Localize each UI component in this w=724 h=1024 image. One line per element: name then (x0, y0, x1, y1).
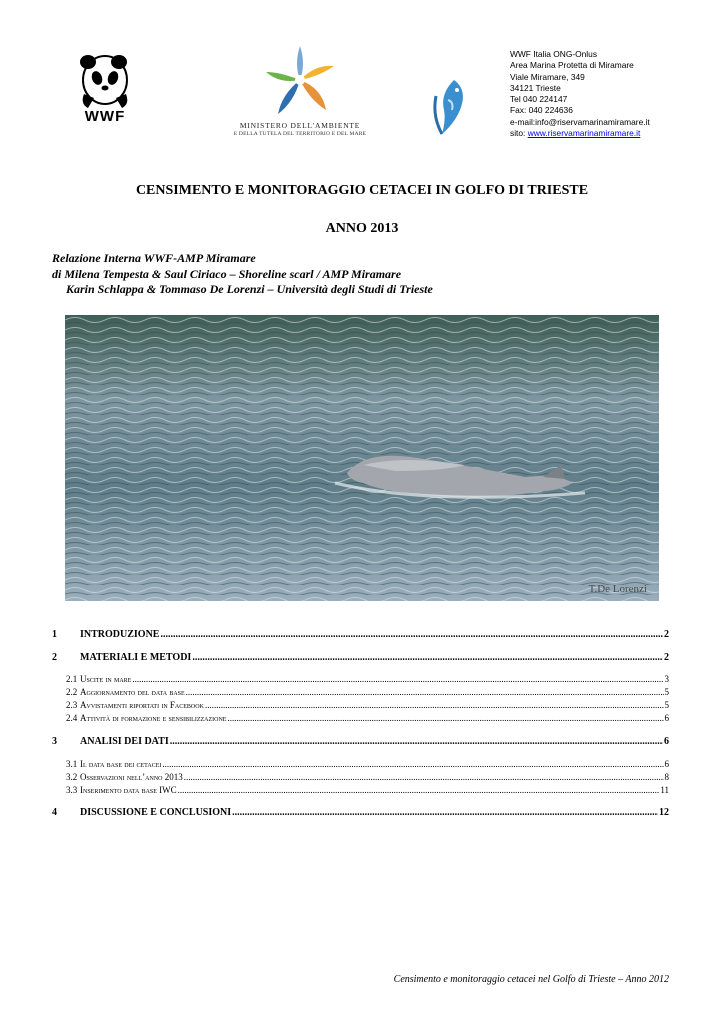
ministry-subtitle: E DELLA TUTELA DEL TERRITORIO E DEL MARE (233, 131, 367, 137)
toc-page: 2 (664, 629, 669, 640)
miramare-logo (430, 76, 470, 138)
toc-number: 3.1 (66, 759, 78, 769)
document-title: CENSIMENTO E MONITORAGGIO CETACEI IN GOLFO DI TRIESTE (135, 183, 589, 198)
fish-icon (430, 76, 470, 138)
toc-entry[interactable] (52, 772, 669, 782)
toc-title: MATERIALI E METODI (80, 652, 192, 663)
authors-block (52, 251, 433, 298)
toc-number: 3.2 (66, 772, 78, 782)
toc-leader (162, 759, 663, 769)
toc-number: 2.3 (66, 700, 78, 710)
toc-number: 3.3 (66, 785, 78, 795)
toc-entry[interactable] (52, 736, 669, 747)
contact-email: e-mail:info@riservamarinamiramare.it (510, 116, 650, 127)
toc-leader (160, 629, 663, 640)
toc-title: Inserimento data base IWC (80, 785, 177, 795)
toc-entry[interactable] (52, 807, 669, 818)
toc-title: ANALISI DEI DATI (80, 736, 169, 747)
toc-leader (178, 785, 660, 795)
toc-number: 2.1 (66, 674, 78, 684)
toc-page: 8 (664, 772, 669, 782)
toc-title: DISCUSSIONE E CONCLUSIONI (80, 807, 232, 818)
toc-leader (132, 674, 663, 684)
toc-number: 2 (52, 652, 57, 663)
toc-entry[interactable] (52, 700, 669, 710)
toc-number: 2.2 (66, 687, 78, 697)
ministry-star-icon (264, 44, 336, 118)
wwf-logo (74, 52, 136, 124)
toc-leader (184, 772, 664, 782)
toc-leader (192, 652, 663, 663)
dolphin-water-image (65, 315, 659, 601)
toc-page: 5 (664, 700, 669, 710)
toc-page: 2 (664, 652, 669, 663)
contact-line: 34121 Trieste (510, 82, 561, 93)
site-link[interactable]: www.riservamarinamiramare.it (527, 128, 641, 139)
toc-page: 12 (659, 807, 669, 818)
toc-title: Attività di formazione e sensibilizzazione (80, 713, 227, 723)
toc-entry[interactable] (52, 687, 669, 697)
toc-entry[interactable] (52, 652, 669, 663)
photo-credit: T.De Lorenzi (588, 583, 647, 595)
toc-entry[interactable] (52, 759, 669, 769)
toc-title: Osservazioni nell’anno 2013 (80, 772, 183, 782)
contact-block (510, 49, 650, 139)
toc-page: 6 (664, 759, 669, 769)
ministry-logo (226, 44, 374, 144)
toc-entry[interactable] (52, 785, 669, 795)
report-type: Relazione Interna WWF-AMP Miramare (52, 251, 256, 265)
toc-title: Uscite in mare (80, 674, 132, 684)
toc-leader (227, 713, 663, 723)
toc-title: Aggiornamento del data base (80, 687, 185, 697)
toc-number: 3 (52, 736, 57, 747)
toc-number: 2.4 (66, 713, 78, 723)
authors-line-1: di Milena Tempesta & Saul Ciriaco – Shoreline scarl / AMP Miramare (52, 266, 402, 281)
toc-title: Avvistamenti riportati in Facebook (80, 700, 204, 710)
contact-line: Area Marina Protetta di Miramare (510, 60, 634, 71)
toc-title: INTRODUZIONE (80, 629, 160, 640)
toc-leader (186, 687, 664, 697)
toc-entry[interactable] (52, 713, 669, 723)
toc-leader (170, 736, 663, 747)
contact-line: Viale Miramare, 349 (510, 71, 585, 82)
toc-entry[interactable] (52, 629, 669, 640)
contact-phone: Tel 040 224147 (510, 94, 568, 105)
document-year: ANNO 2013 (325, 221, 399, 236)
toc-title: Il data base dei cetacei (80, 759, 162, 769)
toc-page: 3 (664, 674, 669, 684)
toc-page: 11 (660, 785, 669, 795)
contact-site-label: sito: (510, 128, 528, 139)
authors-line-2: Karin Schlappa & Tommaso De Lorenzi – Università degli Studi di Trieste (66, 282, 433, 296)
contact-line: WWF Italia ONG-Onlus (510, 49, 598, 59)
toc-entry[interactable] (52, 674, 669, 684)
toc-page: 5 (664, 687, 669, 697)
toc-leader (205, 700, 664, 710)
page-footer: Censimento e monitoraggio cetacei nel Golfo di Trieste – Anno 2012 (393, 974, 669, 985)
toc-number: 1 (52, 629, 57, 640)
wwf-logo-text: WWF (84, 108, 126, 125)
contact-fax: Fax: 040 224636 (510, 105, 573, 116)
toc-leader (232, 807, 658, 818)
toc-page: 6 (664, 736, 669, 747)
dolphin-photo (65, 315, 659, 601)
ministry-name: MINISTERO DELL'AMBIENTE (239, 121, 361, 130)
toc-number: 4 (52, 807, 57, 818)
toc-page: 6 (664, 713, 669, 723)
contact-site (510, 128, 650, 139)
